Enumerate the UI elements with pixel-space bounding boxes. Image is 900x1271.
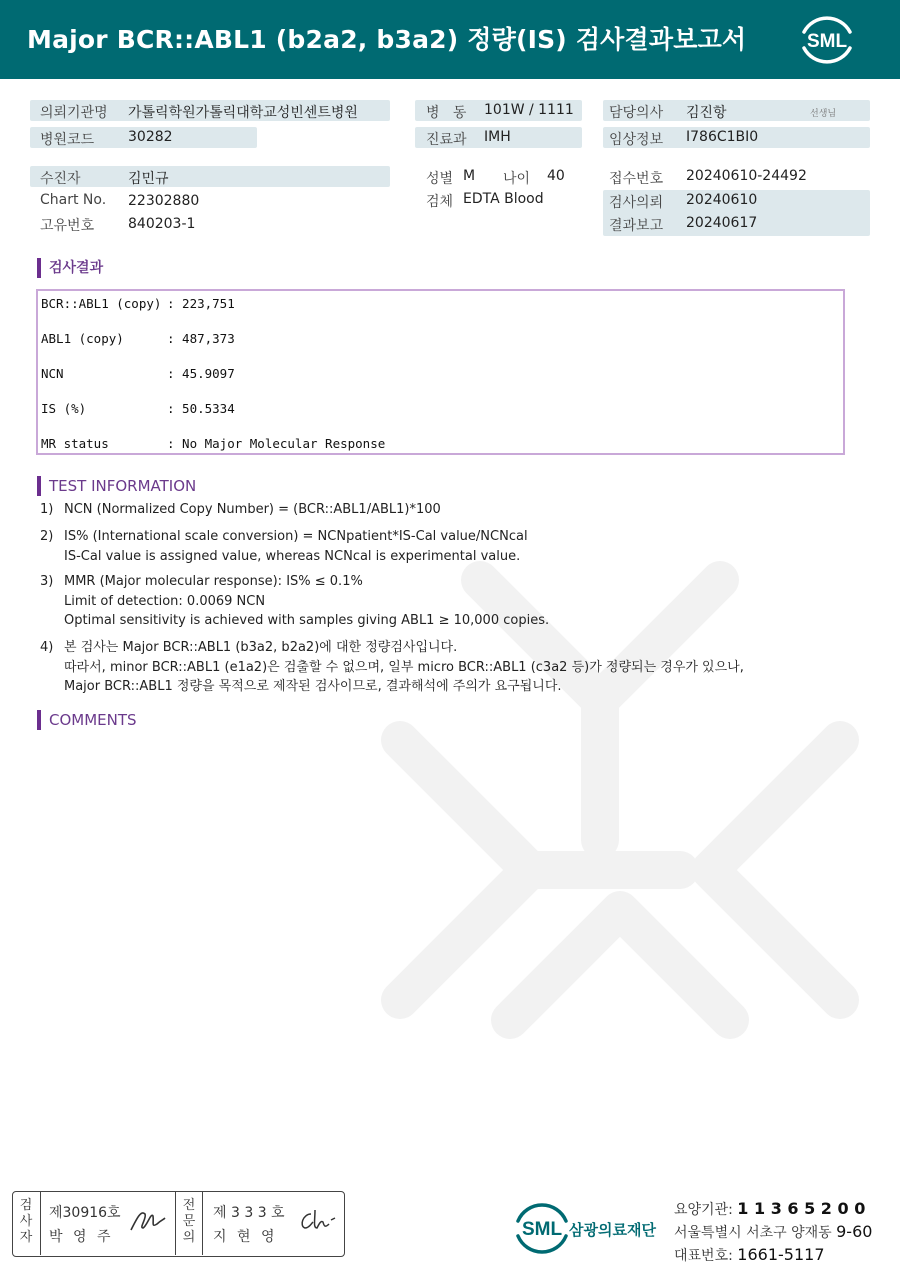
address: 서울특별시 서초구 양재동 9-60: [674, 1222, 873, 1241]
institution-value: 가톨릭학원가톨릭대학교성빈센트병원: [128, 105, 358, 121]
clinical-value: I786C1BI0: [686, 129, 759, 145]
request-label: 검사의뢰: [609, 195, 664, 211]
list-item: 4) 본 검사는 Major BCR::ABL1 (b3a2, b2a2)에 대한 정량검사입니다. 따라서, minor BCR::ABL1 (e1a2)은 검출할 수 없으며, 일부 micro BCR::ABL1 (c3a2 등)가 정량되는 경우가 있으나, Major BCR::ABL1 정량을 목적으로 제작된 검사이므로, 결과해석에 주의가 요구됩니다.: [40, 640, 744, 694]
receipt-label: 접수번호: [609, 171, 664, 187]
examiner-signature-icon: [127, 1206, 167, 1236]
result-key: MR status: [41, 436, 109, 451]
examiner-name: 박 영 주: [49, 1229, 114, 1245]
specimen-label: 검체: [426, 194, 454, 210]
report-date-label: 결과보고: [609, 218, 664, 234]
logo-text: SML: [806, 31, 848, 52]
unique-label: 고유번호: [40, 218, 95, 234]
results-box: [36, 289, 845, 455]
chart-label: Chart No.: [40, 192, 107, 208]
comments-title: COMMENTS: [37, 710, 137, 730]
list-item: 2) IS% (International scale conversion) = NCNpatient*IS-Cal value/NCNcal IS-Cal value is assigned value, whereas NCNcal is experimental value.: [40, 529, 528, 564]
result-value: : 45.9097: [167, 366, 235, 381]
footer-logo-text: SML: [521, 1219, 563, 1240]
institution-label: 의뢰기관명: [40, 105, 108, 121]
result-key: BCR::ABL1 (copy): [41, 296, 162, 311]
examiner-label: 검 사 자: [19, 1198, 33, 1245]
doctor-label: 담당의사: [609, 105, 664, 121]
result-row: [41, 331, 235, 346]
results-title: 검사결과: [37, 258, 103, 278]
report-date-value: 20240617: [686, 215, 758, 231]
phone: 대표번호: 1661-5117: [674, 1245, 825, 1264]
hospital-code-label: 병원코드: [40, 132, 95, 148]
result-value: : 487,373: [167, 331, 235, 346]
list-item: 1) NCN (Normalized Copy Number) = (BCR::ABL1/ABL1)*100: [40, 502, 441, 517]
result-row: [41, 436, 385, 451]
specimen-value: EDTA Blood: [463, 191, 544, 207]
result-key: ABL1 (copy): [41, 331, 124, 346]
test-info-title: TEST INFORMATION: [37, 476, 196, 496]
result-row: [41, 296, 235, 311]
institution-code: 요양기관: 1 1 3 6 5 2 0 0: [674, 1199, 866, 1218]
result-value: : 50.5334: [167, 401, 235, 416]
doctor-suffix: 선생님: [810, 109, 837, 119]
chart-value: 22302880: [128, 193, 200, 209]
foundation-name: 삼광의료재단: [569, 1221, 656, 1239]
sex-value: M: [463, 168, 476, 184]
result-row: [41, 366, 235, 381]
specialist-label: 전 문 의: [182, 1198, 196, 1245]
receipt-value: 20240610-24492: [686, 168, 807, 184]
department-label: 진료과: [426, 132, 467, 148]
sml-logo-icon: [796, 10, 858, 68]
result-key: IS (%): [41, 401, 87, 416]
footer-logo-icon: [510, 1200, 574, 1256]
department-value: IMH: [484, 129, 511, 145]
unique-value: 840203-1: [128, 216, 196, 232]
report-header: [0, 0, 900, 79]
patient-label: 수진자: [40, 171, 81, 187]
result-row: [41, 401, 235, 416]
ward-value: 101W / 1111: [484, 102, 574, 118]
clinical-label: 임상정보: [609, 132, 664, 148]
specialist-number: 제 3 3 3 호: [213, 1205, 285, 1221]
patient-value: 김민규: [128, 171, 169, 187]
sex-label: 성별: [426, 171, 454, 187]
hospital-code-value: 30282: [128, 129, 173, 145]
ward-label: 병 동: [426, 105, 467, 121]
examiner-number: 제30916호: [49, 1205, 121, 1221]
age-value: 40: [547, 168, 565, 184]
result-value: : No Major Molecular Response: [167, 436, 386, 451]
specialist-signature-icon: [295, 1206, 337, 1236]
result-value: : 223,751: [167, 296, 235, 311]
signature-box: [12, 1191, 345, 1257]
request-value: 20240610: [686, 192, 758, 208]
report-title: Major BCR::ABL1 (b2a2, b3a2) 정량(IS) 검사결과보고서: [27, 25, 747, 54]
age-label: 나이: [503, 171, 531, 187]
specialist-name: 지 현 영: [213, 1229, 278, 1245]
doctor-value: 김진항: [686, 105, 727, 121]
result-key: NCN: [41, 366, 64, 381]
list-item: 3) MMR (Major molecular response): IS% ≤ 0.1% Limit of detection: 0.0069 NCN Optimal sensitivity is achieved with samples giving ABL1 ≥ 10,000 copies.: [40, 574, 550, 628]
